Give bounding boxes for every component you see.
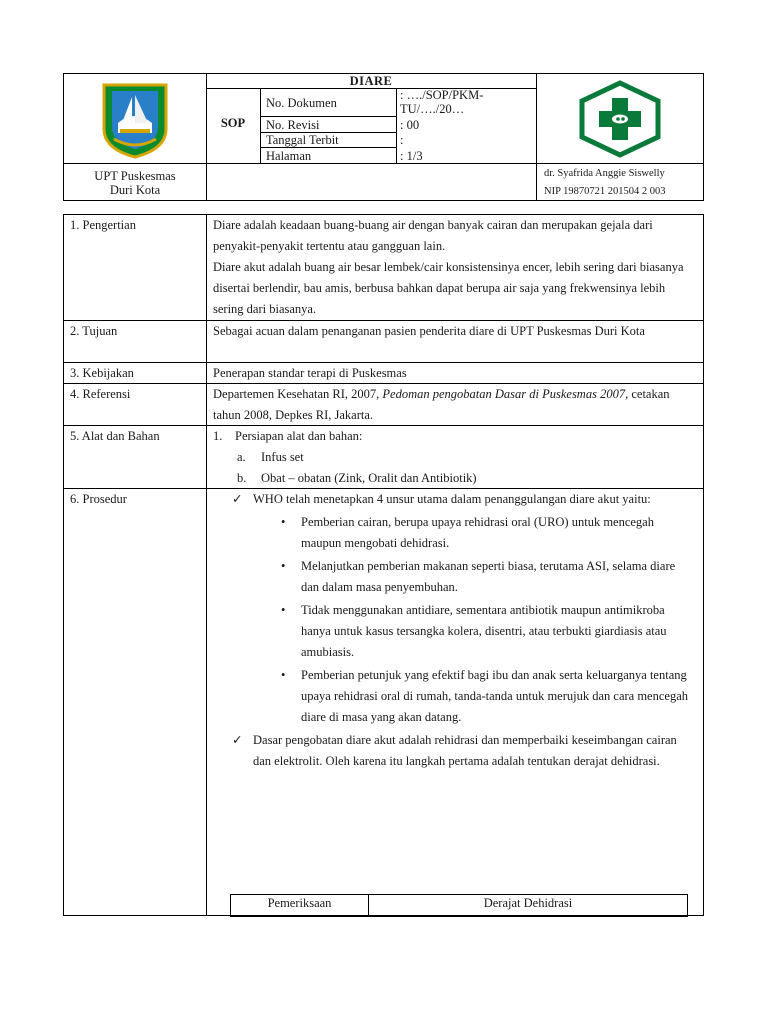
section-content-referensi	[213, 384, 697, 426]
section-content-kebijakan: Penerapan standar terapi di Puskesmas	[213, 366, 407, 380]
meta-label-halaman: Halaman	[266, 149, 312, 163]
meta-value-halaman: : 1/3	[400, 149, 423, 163]
alat-item-number: 1.	[213, 429, 223, 443]
sop-header	[63, 73, 704, 201]
section-label-kebijakan: 3. Kebijakan	[70, 366, 134, 380]
sop-content-table	[63, 214, 704, 916]
section-content-prosedur	[207, 489, 697, 772]
header-bottom-rule	[64, 163, 704, 164]
pengertian-paragraph-1: Diare adalah keadaan buang-buang air dengan banyak cairan dan merupakan gejala dari penyakit-penyakit tertentu atau gangguan lain.	[213, 218, 653, 253]
section-content-alat-bahan	[213, 426, 697, 489]
header-meta-rule-1	[260, 116, 396, 117]
document-title: DIARE	[349, 74, 393, 88]
alat-sub-text: Obat – obatan (Zink, Oralit dan Antibiotik)	[261, 471, 477, 485]
alat-sub-item	[213, 468, 697, 489]
organization-name-line1: UPT Puskesmas	[94, 169, 176, 183]
meta-label-no-dokumen: No. Dokumen	[266, 96, 337, 110]
section-label-referensi: 4. Referensi	[70, 387, 131, 401]
section-label-tujuan: 2. Tujuan	[70, 324, 118, 338]
prosedur-check-item	[207, 489, 697, 510]
prosedur-bullet-item	[207, 665, 697, 728]
header-title-rule	[206, 88, 536, 89]
header-divider-sop	[260, 88, 261, 163]
regional-emblem-logo	[100, 79, 170, 159]
prosedur-bullet-item	[207, 600, 697, 663]
header-divider-left	[206, 74, 207, 201]
bullet-dot-icon: •	[281, 559, 286, 573]
alat-sub-number: a.	[237, 450, 246, 464]
sop-label: SOP	[220, 116, 246, 130]
prosedur-bullet-text: Tidak menggunakan antidiare, sementara antibiotik maupun antimikroba hanya untuk kasus tersangka kolera, disentri, atau terbukti giardiasis atau amubiasis.	[301, 603, 667, 659]
meta-label-tanggal-terbit: Tanggal Terbit	[266, 133, 339, 147]
alat-item-text: Persiapan alat dan bahan:	[235, 429, 363, 443]
meta-label-no-revisi: No. Revisi	[266, 118, 320, 132]
referensi-text-pre: Departemen Kesehatan RI, 2007,	[213, 387, 383, 401]
checkmark-icon: ✓	[232, 733, 243, 747]
referensi-text-post: cetakan tahun 2008, Depkes RI, Jakarta.	[213, 387, 670, 422]
column-header-derajat-dehidrasi: Derajat Dehidrasi	[483, 896, 573, 910]
bullet-dot-icon: •	[281, 515, 286, 529]
prosedur-check-text-2: Dasar pengobatan diare akut adalah rehidrasi dan memperbaiki keseimbangan cairan dan elektrolit. Oleh karena itu langkah pertama adalah tentukan derajat dehidrasi.	[253, 733, 677, 768]
alat-list-item	[213, 426, 697, 447]
section-label-alat-bahan: 5. Alat dan Bahan	[70, 429, 160, 443]
bullet-dot-icon: •	[281, 668, 286, 682]
prosedur-bullet-item	[207, 512, 697, 554]
section-label-pengertian: 1. Pengertian	[70, 218, 136, 232]
alat-sub-item	[213, 447, 697, 468]
signer-name: dr. Syafrida Anggie Siswelly	[544, 168, 665, 179]
puskesmas-logo	[578, 80, 662, 158]
prosedur-check-item	[207, 730, 697, 772]
alat-sub-text: Infus set	[261, 450, 304, 464]
prosedur-bullet-text: Pemberian petunjuk yang efektif bagi ibu dan anak serta keluarganya tentang upaya rehidrasi oral di rumah, tanda-tanda untuk merujuk dan cara mencegah diare di masa yang akan datang.	[301, 668, 688, 724]
section-content-tujuan: Sebagai acuan dalam penanganan pasien penderita diare di UPT Puskesmas Duri Kota	[213, 324, 645, 338]
prosedur-check-text-1: WHO telah menetapkan 4 unsur utama dalam penanggulangan diare akut yaitu:	[253, 492, 651, 506]
checkmark-icon: ✓	[232, 492, 243, 506]
prosedur-bullet-text: Pemberian cairan, berupa upaya rehidrasi oral (URO) untuk mencegah maupun mengobati dehidrasi.	[301, 515, 654, 550]
column-header-pemeriksaan: Pemeriksaan	[267, 896, 332, 910]
organization-name-line2: Duri Kota	[109, 183, 161, 197]
dehidrasi-table-header	[230, 894, 688, 917]
header-meta-rule-3	[260, 147, 396, 148]
bullet-dot-icon: •	[281, 603, 286, 617]
section-label-prosedur: 6. Prosedur	[70, 492, 127, 506]
referensi-title-italic: Pedoman pengobatan Dasar di Puskesmas 2007,	[382, 387, 629, 401]
prosedur-bullet-item	[207, 556, 697, 598]
prosedur-bullet-text: Melanjutkan pemberian makanan seperti biasa, terutama ASI, selama diare dan dalam masa penyembuhan.	[301, 559, 676, 594]
pengertian-paragraph-2: Diare akut adalah buang air besar lembek/cair konsistensinya encer, lebih sering dari biasanya disertai berlendir, bau amis, berbusa bahkan dapat berupa air saja yang frekwensinya lebih sering dari biasanya.	[213, 260, 684, 316]
meta-value-no-dokumen: : …./SOP/PKM- TU/…./20…	[400, 88, 484, 116]
signer-nip: NIP 19870721 201504 2 003	[544, 186, 666, 197]
alat-sub-number: b.	[237, 471, 247, 485]
meta-value-no-revisi: : 00	[400, 118, 420, 132]
meta-value-tanggal-terbit: :	[400, 133, 404, 147]
header-divider-meta	[396, 88, 397, 163]
header-divider-right	[536, 74, 537, 201]
section-content-pengertian	[213, 215, 697, 320]
